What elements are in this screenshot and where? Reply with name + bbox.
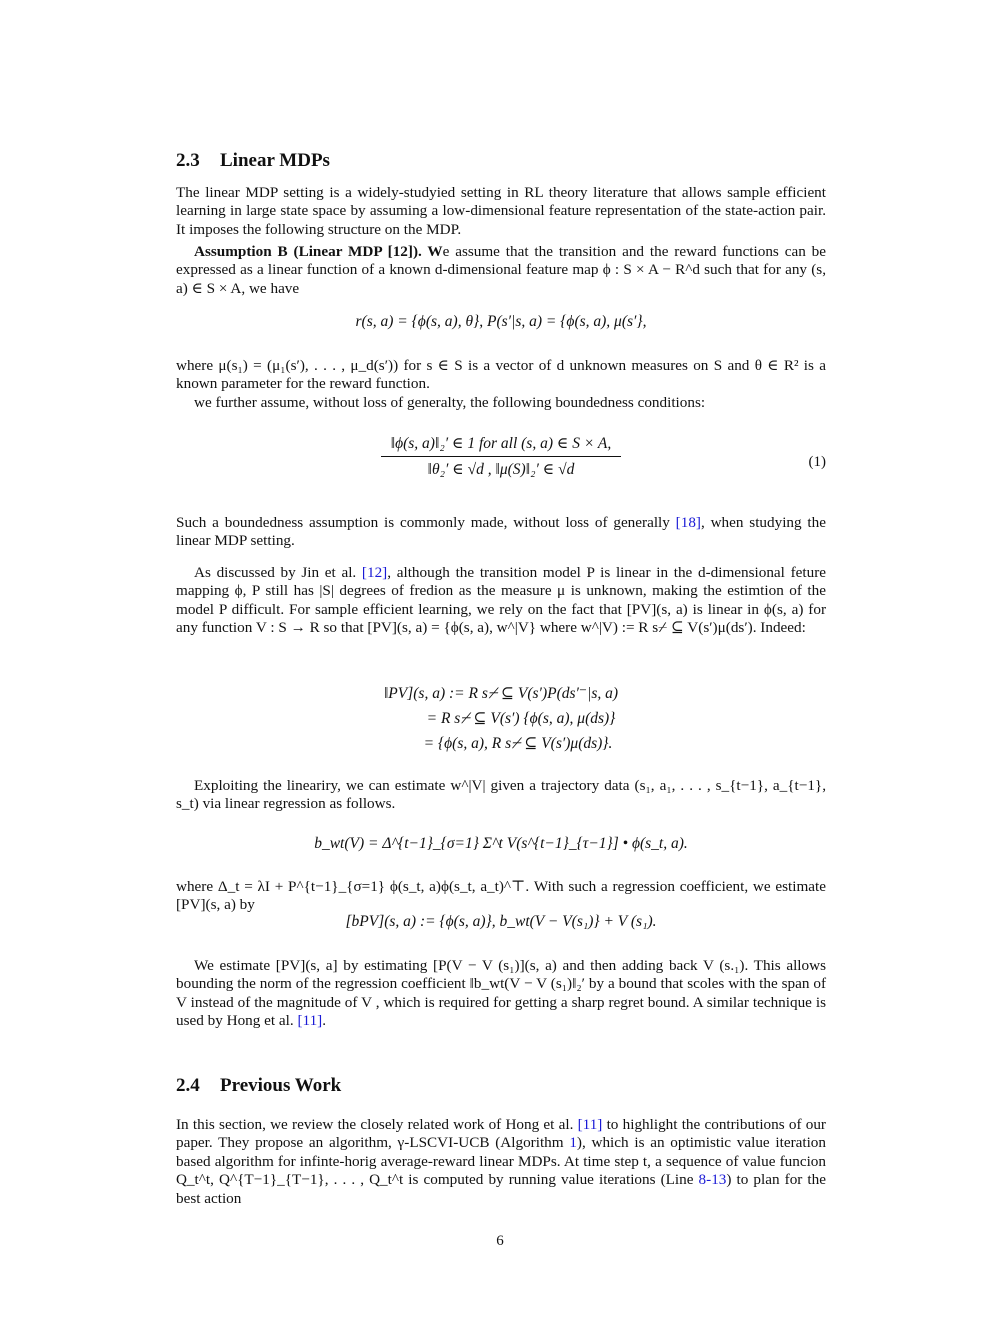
paragraph-boundedness-common: Such a boundedness assumption is commonly made, without loss of generally [18], when studying the linear MDP setting. xyxy=(176,514,826,550)
line-range-link[interactable]: 8-13 xyxy=(698,1171,727,1189)
section-number: 2.3 xyxy=(176,150,200,171)
derivation-line-1: ‖PV](s, a) := R s⌿ ⊆ V(s′)P(ds′⁻|s, a) xyxy=(383,685,619,702)
paragraph-estimate: We estimate [PV](s, a] by estimating [P(V − V (s₁)](s, a) and then adding back V (s.₁). This allows bounding the norm of the regression coefficient ‖b_wt(V − V (s₁)‖₂′ by a bound that scoles with the span of V instead of the magnitude of V , which is required for getting a sharp regret bound. A similar technique is used by Hong et al. [11]. xyxy=(176,957,826,1030)
derivation-line-3: = {ϕ(s, a), R s⌿ ⊆ V(s′)μ(ds)}. xyxy=(423,735,613,752)
boundedness-fraction xyxy=(381,434,622,479)
citation-link[interactable]: [12] xyxy=(361,564,388,581)
equation-number: (1) xyxy=(808,454,826,470)
paragraph-boundedness-intro: we further assume, without loss of generalty, the following boundedness conditions: xyxy=(194,394,706,411)
paragraph-jin-et-al: As discussed by Jin et al. [12], although the transition model P is linear in the d-dimensional feture mapping ϕ, P still has |S| degrees of fredion as the measure μ is unknown, making the estimtion of the model P difficult. For sample efficient learning, we rely on the fact that [PV](s, a) is linear in ϕ(s, a) for any function V : S → R so that [PV](s, a) = {ϕ(s, a), w^|V} where w^|V) := R s⌿ ⊆ V(s′)μ(ds′). Indeed: xyxy=(176,564,826,637)
section-heading-linear-mdps xyxy=(176,150,330,172)
citation-link[interactable]: [11] xyxy=(577,1116,603,1133)
assumption-label: Assumption B (Linear MDP [12]). W xyxy=(194,243,443,260)
paragraph-linearity: Exploiting the lineariry, we can estimate w^|V| given a trajectory data (s₁, a₁, . . . , s_{t−1}, a_{t−1}, s_t) via linear regression as follows. xyxy=(176,777,826,813)
algorithm-link[interactable]: 1 xyxy=(569,1134,577,1152)
section-heading-previous-work xyxy=(176,1075,341,1097)
paragraph-intro: The linear MDP setting is a widely-studyied setting in RL theory literature that allows sample efficient learning in large state space by assuming a low-dimensional feature representation of the state-action pair. It imposes the following structure on the MDP. xyxy=(176,184,826,238)
section-title: Linear MDPs xyxy=(220,150,330,171)
equation-1-bottom: ‖θ₂′ ∈ √d , ‖μ(S)‖₂′ ∈ √d xyxy=(427,461,575,478)
equation-1-top: ‖ϕ(s, a)‖₂′ ∈ 1 for all (s, a) ∈ S × A, xyxy=(390,435,612,452)
page-number: 6 xyxy=(496,1233,504,1249)
equation-bpv: [bPV](s, a) := {ϕ(s, a)}, b_wt(V − V(s₁)} + V (s₁). xyxy=(345,913,657,930)
assumption-b xyxy=(176,243,826,298)
section-title: Previous Work xyxy=(220,1075,342,1096)
derivation-line-2: = R s⌿ ⊆ V(s′) {ϕ(s, a), μ(ds)} xyxy=(426,710,616,727)
equation-reward-transition: r(s, a) = {ϕ(s, a), θ}, P(s′|s, a) = {ϕ(s, a), μ(s′}, xyxy=(355,313,647,330)
equation-1 xyxy=(176,434,826,479)
equation-pv-derivation xyxy=(176,681,826,756)
paragraph-measures: where μ(s₁) = (μ₁(s′), . . . , μ_d(s′)) for s ∈ S is a vector of d unknown measures on S and θ ∈ R² is a known parameter for the reward function. xyxy=(176,357,826,393)
paragraph-previous-work: In this section, we review the closely related work of Hong et al. [11] to highlight the contributions of our paper. They propose an algorithm, γ-LSCVI-UCB (Algorithm 1), which is an optimistic value iteration based algorithm for infinte-horig average-reward linear MDPs. At time step t, a sequence of value funcion Q_t^t, Q^{T−1}_{T−1}, . . . , Q_t^t is computed by running value iterations (Line 8-13) to plan for the best action xyxy=(176,1116,826,1207)
equation-regression: b_wt(V) = Δ^{t−1}_{σ=1} Σ^t V(s^{t−1}_{τ−1}] • ϕ(s_t, a). xyxy=(314,835,688,852)
citation-link[interactable]: [18] xyxy=(675,514,701,531)
citation-link[interactable]: [11] xyxy=(297,1012,323,1030)
section-number: 2.4 xyxy=(176,1075,200,1096)
paragraph-delta: where Δ_t = λI + P^{t−1}_{σ=1} ϕ(s_t, a)ϕ(s_t, a_t)^⊤. With such a regression coefficient, we estimate [PV](s, a) by xyxy=(176,878,826,914)
assumption-text: e assume that the transition and the reward functions can be expressed as a linear function of a known d-dimensional feature map ϕ : S × A − R^d such that for any (s, a) ∈ S × A, we have xyxy=(176,243,826,297)
